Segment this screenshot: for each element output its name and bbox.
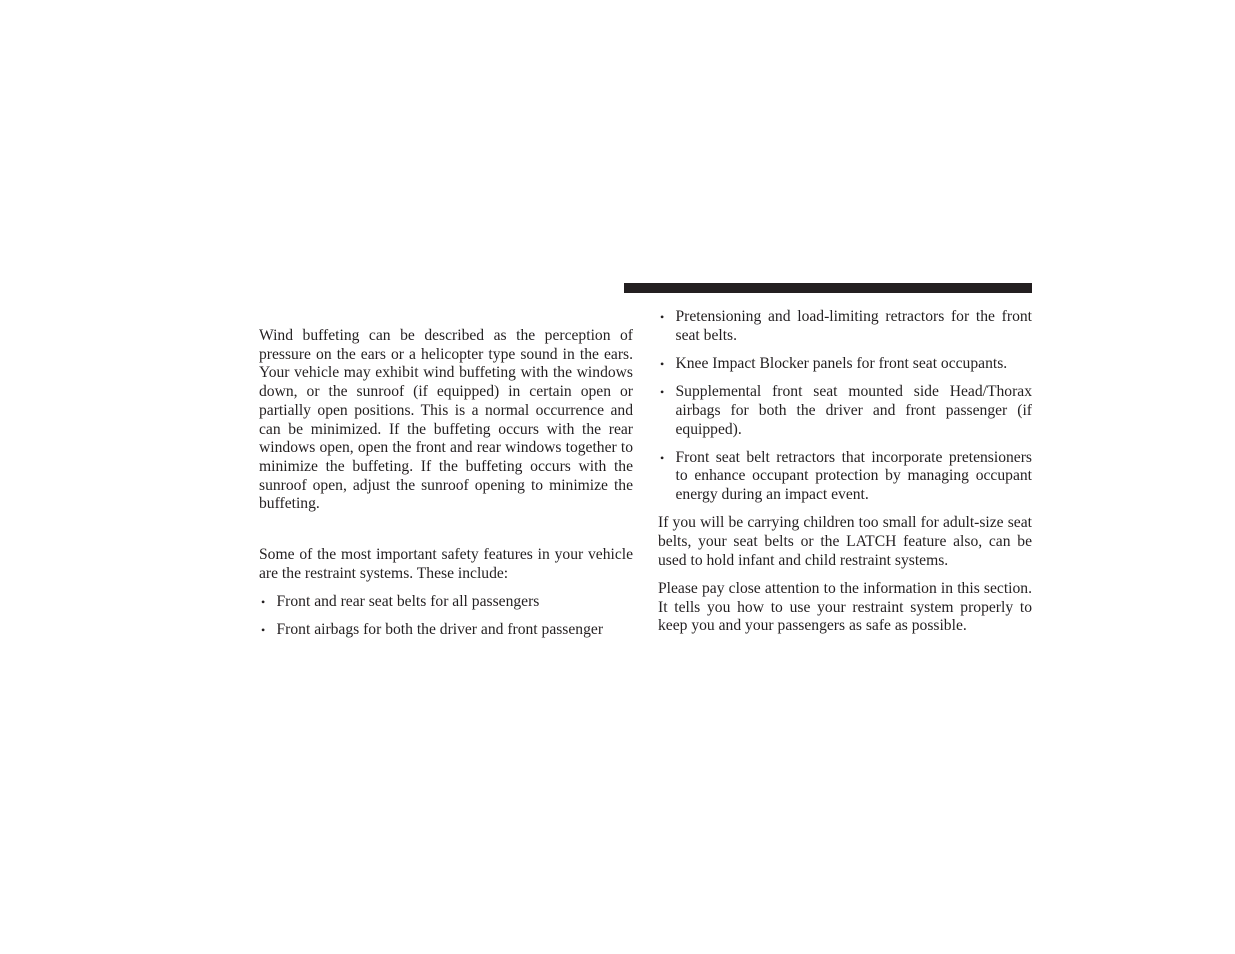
bullet-icon: •: [660, 450, 665, 465]
children-paragraph: If you will be carrying children too small for adult-size seat belts, your seat belts or the LATCH feature also, can be used to hold infant and child restraint systems.: [658, 514, 1032, 569]
section-header-rule: [624, 283, 1032, 293]
attention-paragraph: Please pay close attention to the information in this section. It tells you how to use your restraint system properly to keep you and your passengers as safe as possible.: [658, 579, 1032, 635]
list-item-text: Front seat belt retractors that incorporate pretensioners to enhance occupant protection by managing occupant energy during an impact event.: [675, 448, 1032, 504]
list-item-text: Front and rear seat belts for all passengers: [276, 592, 540, 610]
restraint-list-right: [658, 308, 1032, 505]
list-item-text: Front airbags for both the driver and front passenger: [276, 621, 604, 639]
list-item: [658, 355, 1032, 374]
list-item: [259, 621, 633, 640]
list-item: [658, 383, 1032, 439]
bullet-icon: •: [261, 623, 266, 638]
list-item: [259, 593, 633, 612]
safety-features-paragraph: Some of the most important safety features in your vehicle are the restraint systems. These include:: [259, 546, 633, 582]
bullet-icon: •: [660, 356, 665, 371]
list-item-text: Pretensioning and load-limiting retractors for the front seat belts.: [675, 308, 1032, 344]
list-item: [658, 308, 1032, 345]
list-item: [658, 449, 1032, 505]
list-item-text: Supplemental front seat mounted side Head/Thorax airbags for both the driver and front passenger (if equipped).: [675, 383, 1032, 438]
left-column: [259, 327, 633, 640]
list-item-text: Knee Impact Blocker panels for front seat occupants.: [675, 354, 1008, 372]
right-column: [658, 308, 1032, 636]
wind-buffeting-paragraph: Wind buffeting can be described as the perception of pressure on the ears or a helicopter type sound in the ears. Your vehicle may exhibit wind buffeting with the windows down, or the sunroof (if equipped) in certain open or partially open positions. This is a normal occurrence and can be minimized. If the buffeting occurs with the rear windows open, open the front and rear windows together to minimize the buffeting. If the buffeting occurs with the sunroof open, adjust the sunroof opening to minimize the buffeting.: [259, 327, 633, 513]
bullet-icon: •: [261, 594, 266, 609]
bullet-icon: •: [660, 385, 665, 400]
bullet-icon: •: [660, 310, 665, 324]
restraint-list-left: [259, 593, 633, 640]
